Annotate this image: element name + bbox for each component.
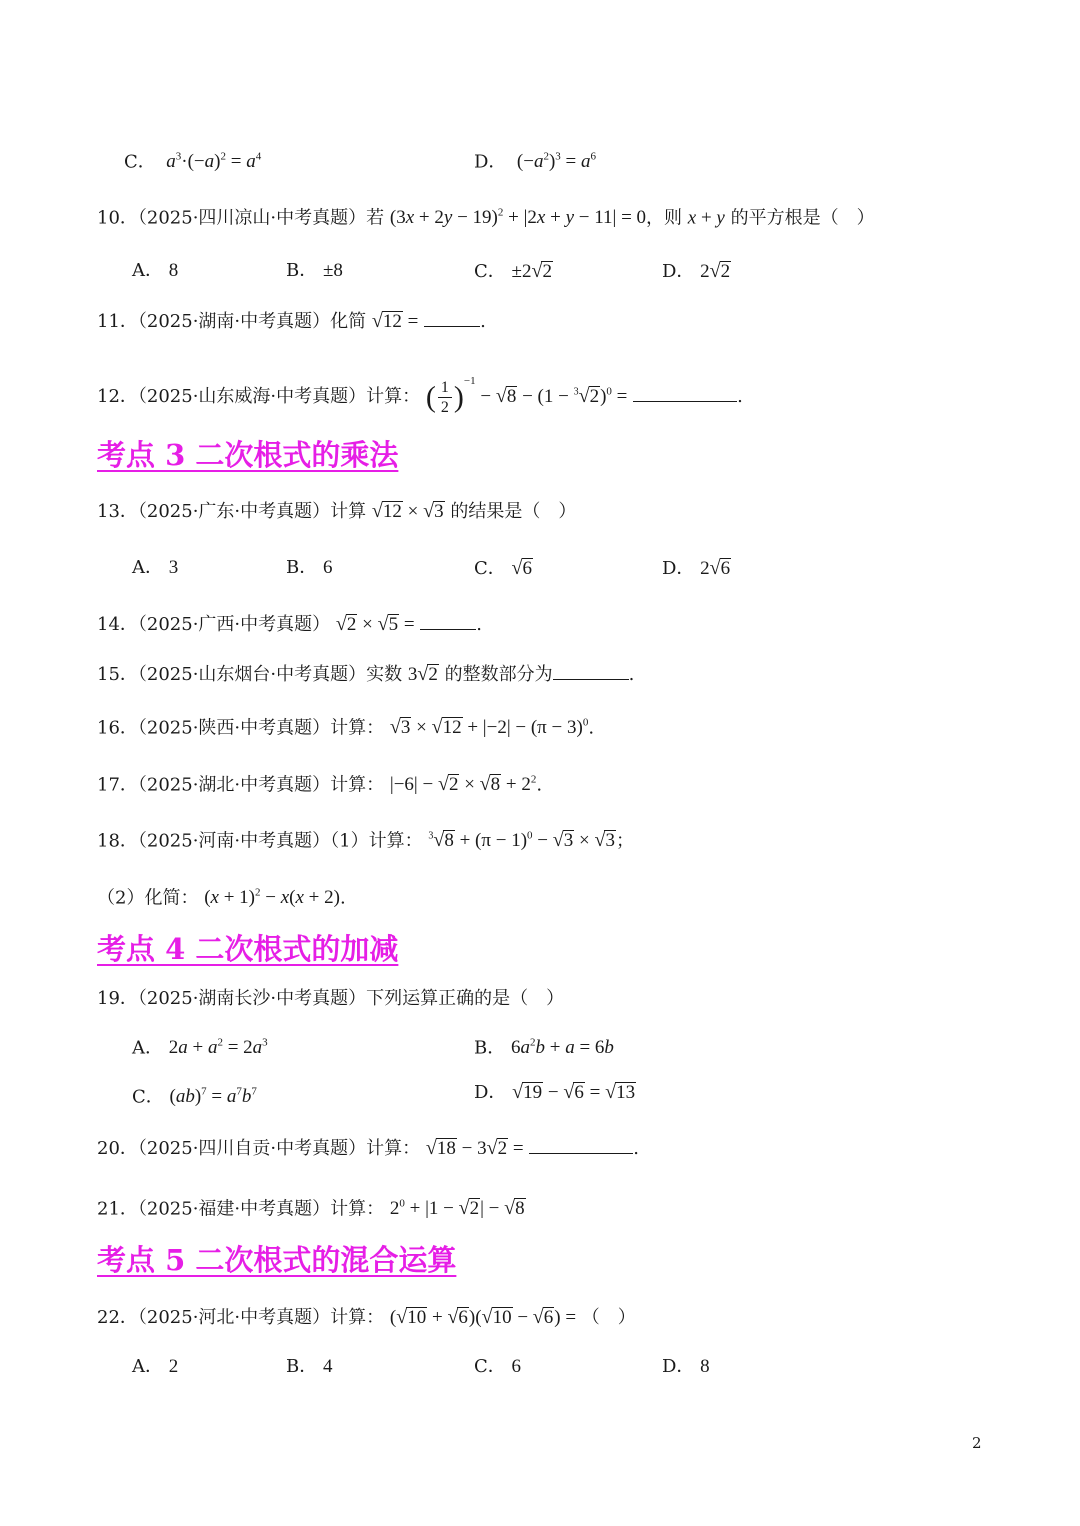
q9-option-c-formula: $a^3\cdot(-a)^2 = a^4$	[166, 151, 262, 173]
q18-formula-1: $^3√8 + (\pi - 1)^0 - √3 \times √3$	[428, 829, 615, 852]
q19-option-a-formula: $2a + a^2 = 2a^3$	[168, 1037, 268, 1059]
q15-formula: 3√2	[407, 663, 438, 685]
q13-option-c-formula: √6	[511, 557, 532, 579]
q22-option-a: A． 2	[132, 1356, 179, 1377]
q10-formula: $(3x + 2y - 19)^2 + |2x + y - 11| = 0$	[389, 207, 647, 229]
q18-formula-2: $(x + 1)^2 - x(x + 2)$	[204, 887, 340, 909]
q13-formula: √12 × √3	[371, 500, 444, 522]
question-14: 14．（2025·广西·中考真题） √2 × √5 = .	[97, 613, 483, 635]
q19-option-c-formula: $(ab)^7 = a^7b^7$	[169, 1086, 257, 1108]
q22-option-d: D． 8	[662, 1356, 710, 1377]
q22-option-c: C． 6	[474, 1356, 522, 1377]
q10-sum: x + y	[687, 207, 725, 229]
q19-option-a: A． $2a + a^2 = 2a^3$	[132, 1037, 268, 1059]
q14-formula: √2 × √5 =	[335, 613, 415, 635]
q20-answer-blank[interactable]	[529, 1135, 633, 1154]
question-18-part-2: （2）化简： $(x + 1)^2 - x(x + 2)$.	[97, 887, 346, 909]
q10-option-b: B． ±8	[286, 260, 343, 281]
q17-formula: $|-6| - √2 \times √8 + 2^2$	[389, 773, 537, 796]
q9-option-c: C． $a^3\cdot(-a)^2 = a^4$	[124, 151, 262, 173]
q10-option-c-formula: ±2√2	[511, 260, 552, 282]
q19-option-c: C． $(ab)^7 = a^7b^7$	[132, 1086, 257, 1108]
q19-option-b: B． $6a^2b + a = 6b$	[474, 1037, 614, 1059]
q10-option-d: D． 2√2	[662, 260, 731, 282]
section-4-heading: 考点 4 二次根式的加减	[97, 932, 399, 966]
q9-option-d-formula: $(-a^2)^3 = a^6$	[512, 151, 597, 173]
q13-option-a: A． 3	[132, 557, 179, 578]
question-10: 10．（2025·四川凉山·中考真题）若 $(3x + 2y - 19)^2 + |2x + y - 11| = 0$，则 x + y 的平方根是（ ）	[97, 207, 875, 229]
question-17: 17．（2025·湖北·中考真题）计算： $|-6| - √2 \times √8 + 2^2$.	[97, 773, 543, 796]
question-20: 20．（2025·四川自贡·中考真题）计算： √18 − 3√2 = .	[97, 1137, 640, 1159]
q22-option-b: B． 4	[286, 1356, 333, 1377]
question-15: 15．（2025·山东烟台·中考真题）实数 3√2 的整数部分为 .	[97, 663, 635, 685]
question-18-part-1: 18．（2025·河南·中考真题）（1）计算： $^3√8 + (\pi - 1)^0 - √3 \times √3$；	[97, 829, 634, 852]
page-number: 2	[972, 1434, 982, 1452]
q22-formula: (√10 + √6)(√10 − √6) =	[389, 1306, 577, 1328]
q11-answer-blank[interactable]	[424, 308, 480, 327]
q11-formula: √12 =	[371, 310, 419, 332]
q13-option-c: C． √6	[474, 557, 532, 579]
q16-formula: $√3 \times √12 + |-2| - (\pi - 3)^0$	[389, 716, 589, 739]
q19-option-b-formula: $6a^2b + a = 6b$	[510, 1037, 614, 1059]
question-16: 16．（2025·陕西·中考真题）计算： $√3 \times √12 + |-2| - (\pi - 3)^0$.	[97, 716, 595, 739]
q20-formula: √18 − 3√2 =	[425, 1137, 524, 1159]
q13-option-b: B． 6	[286, 557, 333, 578]
question-19: 19．（2025·湖南长沙·中考真题）下列运算正确的是（ ）	[97, 988, 565, 1009]
q19-option-d: D． √19 − √6 = √13	[474, 1081, 636, 1103]
section-3-heading: 考点 3 二次根式的乘法	[97, 438, 399, 472]
q21-formula: $2^0 + |1 - √2| - √8$	[389, 1197, 525, 1220]
q13-option-d: D． 2√6	[662, 557, 731, 579]
question-12: 12．（2025·山东威海·中考真题）计算： ( $\frac{1}{2}$ )$^{-1} - √8 - (1 - ^3√2)^0$ = .	[97, 375, 743, 417]
q12-answer-blank[interactable]	[633, 383, 737, 402]
question-21: 21．（2025·福建·中考真题）计算： $2^0 + |1 - √2| - √8$	[97, 1197, 525, 1220]
q10-option-c: C． ±2√2	[474, 260, 552, 282]
q19-option-d-formula: √19 − √6 = √13	[512, 1081, 636, 1103]
q10-option-d-formula: 2√2	[700, 260, 731, 282]
question-13: 13．（2025·广东·中考真题）计算 √12 × √3 的结果是（ ）	[97, 500, 577, 522]
section-5-heading: 考点 5 二次根式的混合运算	[97, 1243, 457, 1277]
question-22: 22．（2025·河北·中考真题）计算： (√10 + √6)(√10 − √6) = （ ）	[97, 1306, 636, 1328]
q15-answer-blank[interactable]	[553, 661, 629, 680]
q13-option-d-formula: 2√6	[700, 557, 731, 579]
q14-answer-blank[interactable]	[420, 611, 476, 630]
q9-option-d: D． $(-a^2)^3 = a^6$	[474, 151, 597, 173]
question-11: 11．（2025·湖南·中考真题）化简 √12 = .	[97, 310, 486, 332]
q12-formula: ( $\frac{1}{2}$ )$^{-1} - √8 - (1 - ^3√2)^0$ =	[425, 375, 628, 417]
q10-option-a: A． 8	[132, 260, 179, 281]
